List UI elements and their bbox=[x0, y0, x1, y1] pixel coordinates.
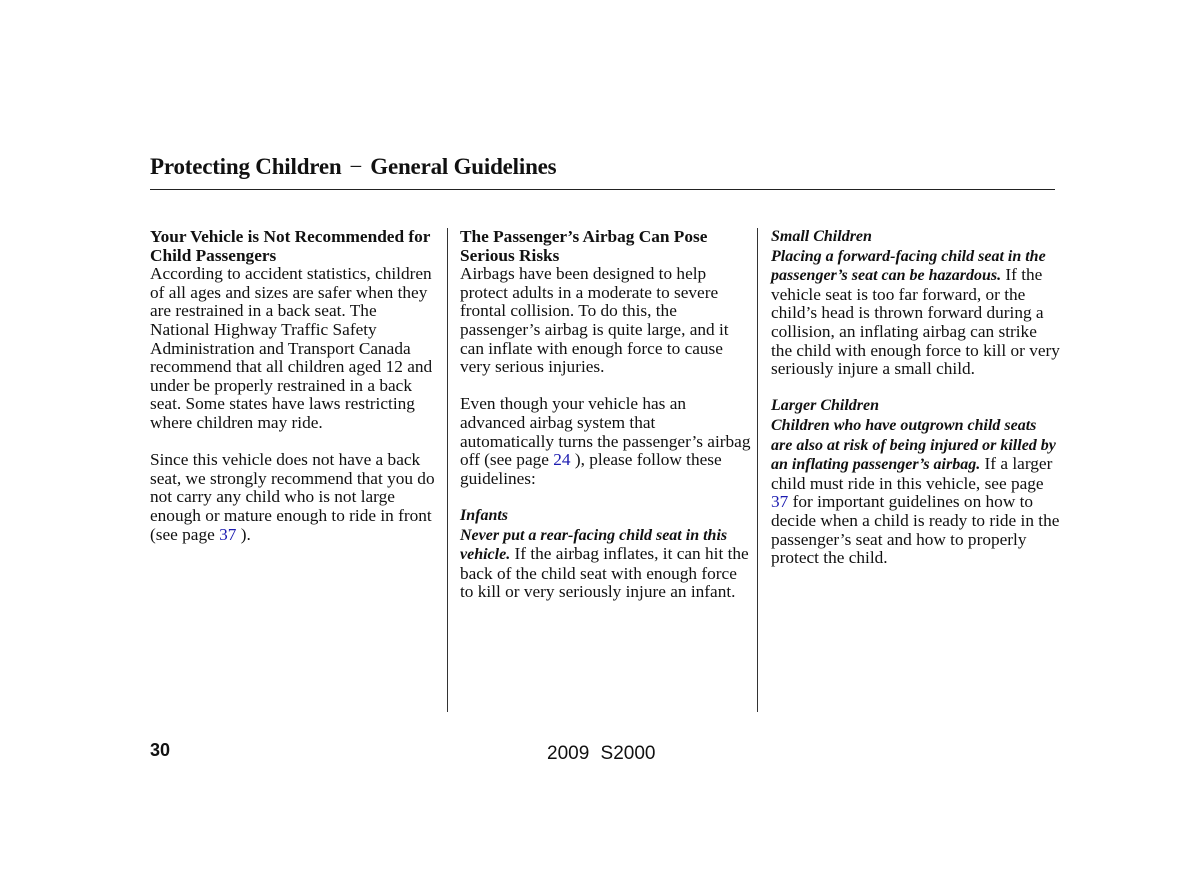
page-link-37[interactable]: 37 bbox=[219, 524, 237, 544]
subheading-larger-children: Larger Children bbox=[771, 397, 880, 415]
warning-larger-children: Children who have outgrown child seats are also at risk of being injured or killed by an inflating passenger’s airbag. bbox=[771, 416, 1056, 474]
subheading-small-children: Small Children bbox=[771, 228, 872, 245]
column-divider-1 bbox=[447, 228, 448, 712]
title-separator: − bbox=[349, 154, 363, 179]
warning-infants: Never put a rear-facing child seat in this vehicle. bbox=[460, 526, 728, 564]
footer-model: 2009 S2000 bbox=[547, 743, 656, 764]
text-segment: Since this vehicle does not have a back seat, we strongly recommend that you do not carry any child who is not large enough or mature enough to ride in front (see page bbox=[150, 450, 435, 544]
page-link-37[interactable]: 37 bbox=[771, 492, 789, 512]
page-title bbox=[150, 154, 556, 180]
text-segment: ). bbox=[236, 524, 251, 544]
text-segment: Even though your vehicle has an advanced airbag system that automatically turns the passenger’s airbag off (see page bbox=[460, 394, 751, 470]
column-3 bbox=[771, 228, 1061, 568]
text-segment: If the airbag inflates, it can hit the back of the child seat with enough force to kill or very seriously injure an infant. bbox=[460, 544, 749, 602]
title-rule bbox=[150, 189, 1055, 190]
title-topic: General Guidelines bbox=[370, 154, 557, 179]
subheading-infants: Infants bbox=[460, 506, 509, 524]
paragraph-small-children bbox=[771, 247, 1061, 379]
paragraph-larger-children bbox=[771, 416, 1061, 568]
text-segment: If a larger child must ride in this vehicle, see page bbox=[771, 454, 1053, 493]
title-section: Protecting Children bbox=[150, 154, 342, 179]
text-segment: ), please follow these guidelines: bbox=[460, 450, 722, 488]
paragraph-advanced-airbag bbox=[460, 395, 752, 488]
warning-small-children: Placing a forward-facing child seat in the passenger’s seat can be hazardous. bbox=[771, 247, 1046, 285]
heading-not-recommended: Your Vehicle is Not Recommended for Child Passengers bbox=[150, 227, 431, 265]
paragraph-no-back-seat bbox=[150, 451, 440, 544]
text-segment: If the vehicle seat is too far forward, or the child’s head is thrown forward during a collision, an inflating airbag can strike the child with enough force to kill or very seriously injure a small child. bbox=[771, 265, 1060, 379]
column-2 bbox=[460, 228, 752, 602]
column-divider-2 bbox=[757, 228, 758, 712]
text-segment: for important guidelines on how to decide when a child is ready to ride in the passenger’s seat and how to properly protect the child. bbox=[771, 492, 1060, 568]
heading-airbag-risks: The Passenger’s Airbag Can Pose Serious Risks bbox=[460, 227, 708, 265]
page-link-24[interactable]: 24 bbox=[553, 450, 571, 470]
paragraph-accident-statistics: According to accident statistics, children of all ages and sizes are safer when they are restrained in a back seat. The National Highway Traffic Safety Administration and Transport Canada recommend that all children aged 12 and under be properly restrained in a back seat. Some states have laws restricting where children may ride. bbox=[150, 264, 433, 432]
paragraph-infants bbox=[460, 526, 752, 602]
paragraph-airbags-designed: Airbags have been designed to help protect adults in a moderate to severe frontal collision. To do this, the passenger’s airbag is quite large, and it can inflate with enough force to cause very serious injuries. bbox=[460, 264, 729, 377]
column-1 bbox=[150, 228, 440, 544]
page-number: 30 bbox=[150, 740, 171, 760]
